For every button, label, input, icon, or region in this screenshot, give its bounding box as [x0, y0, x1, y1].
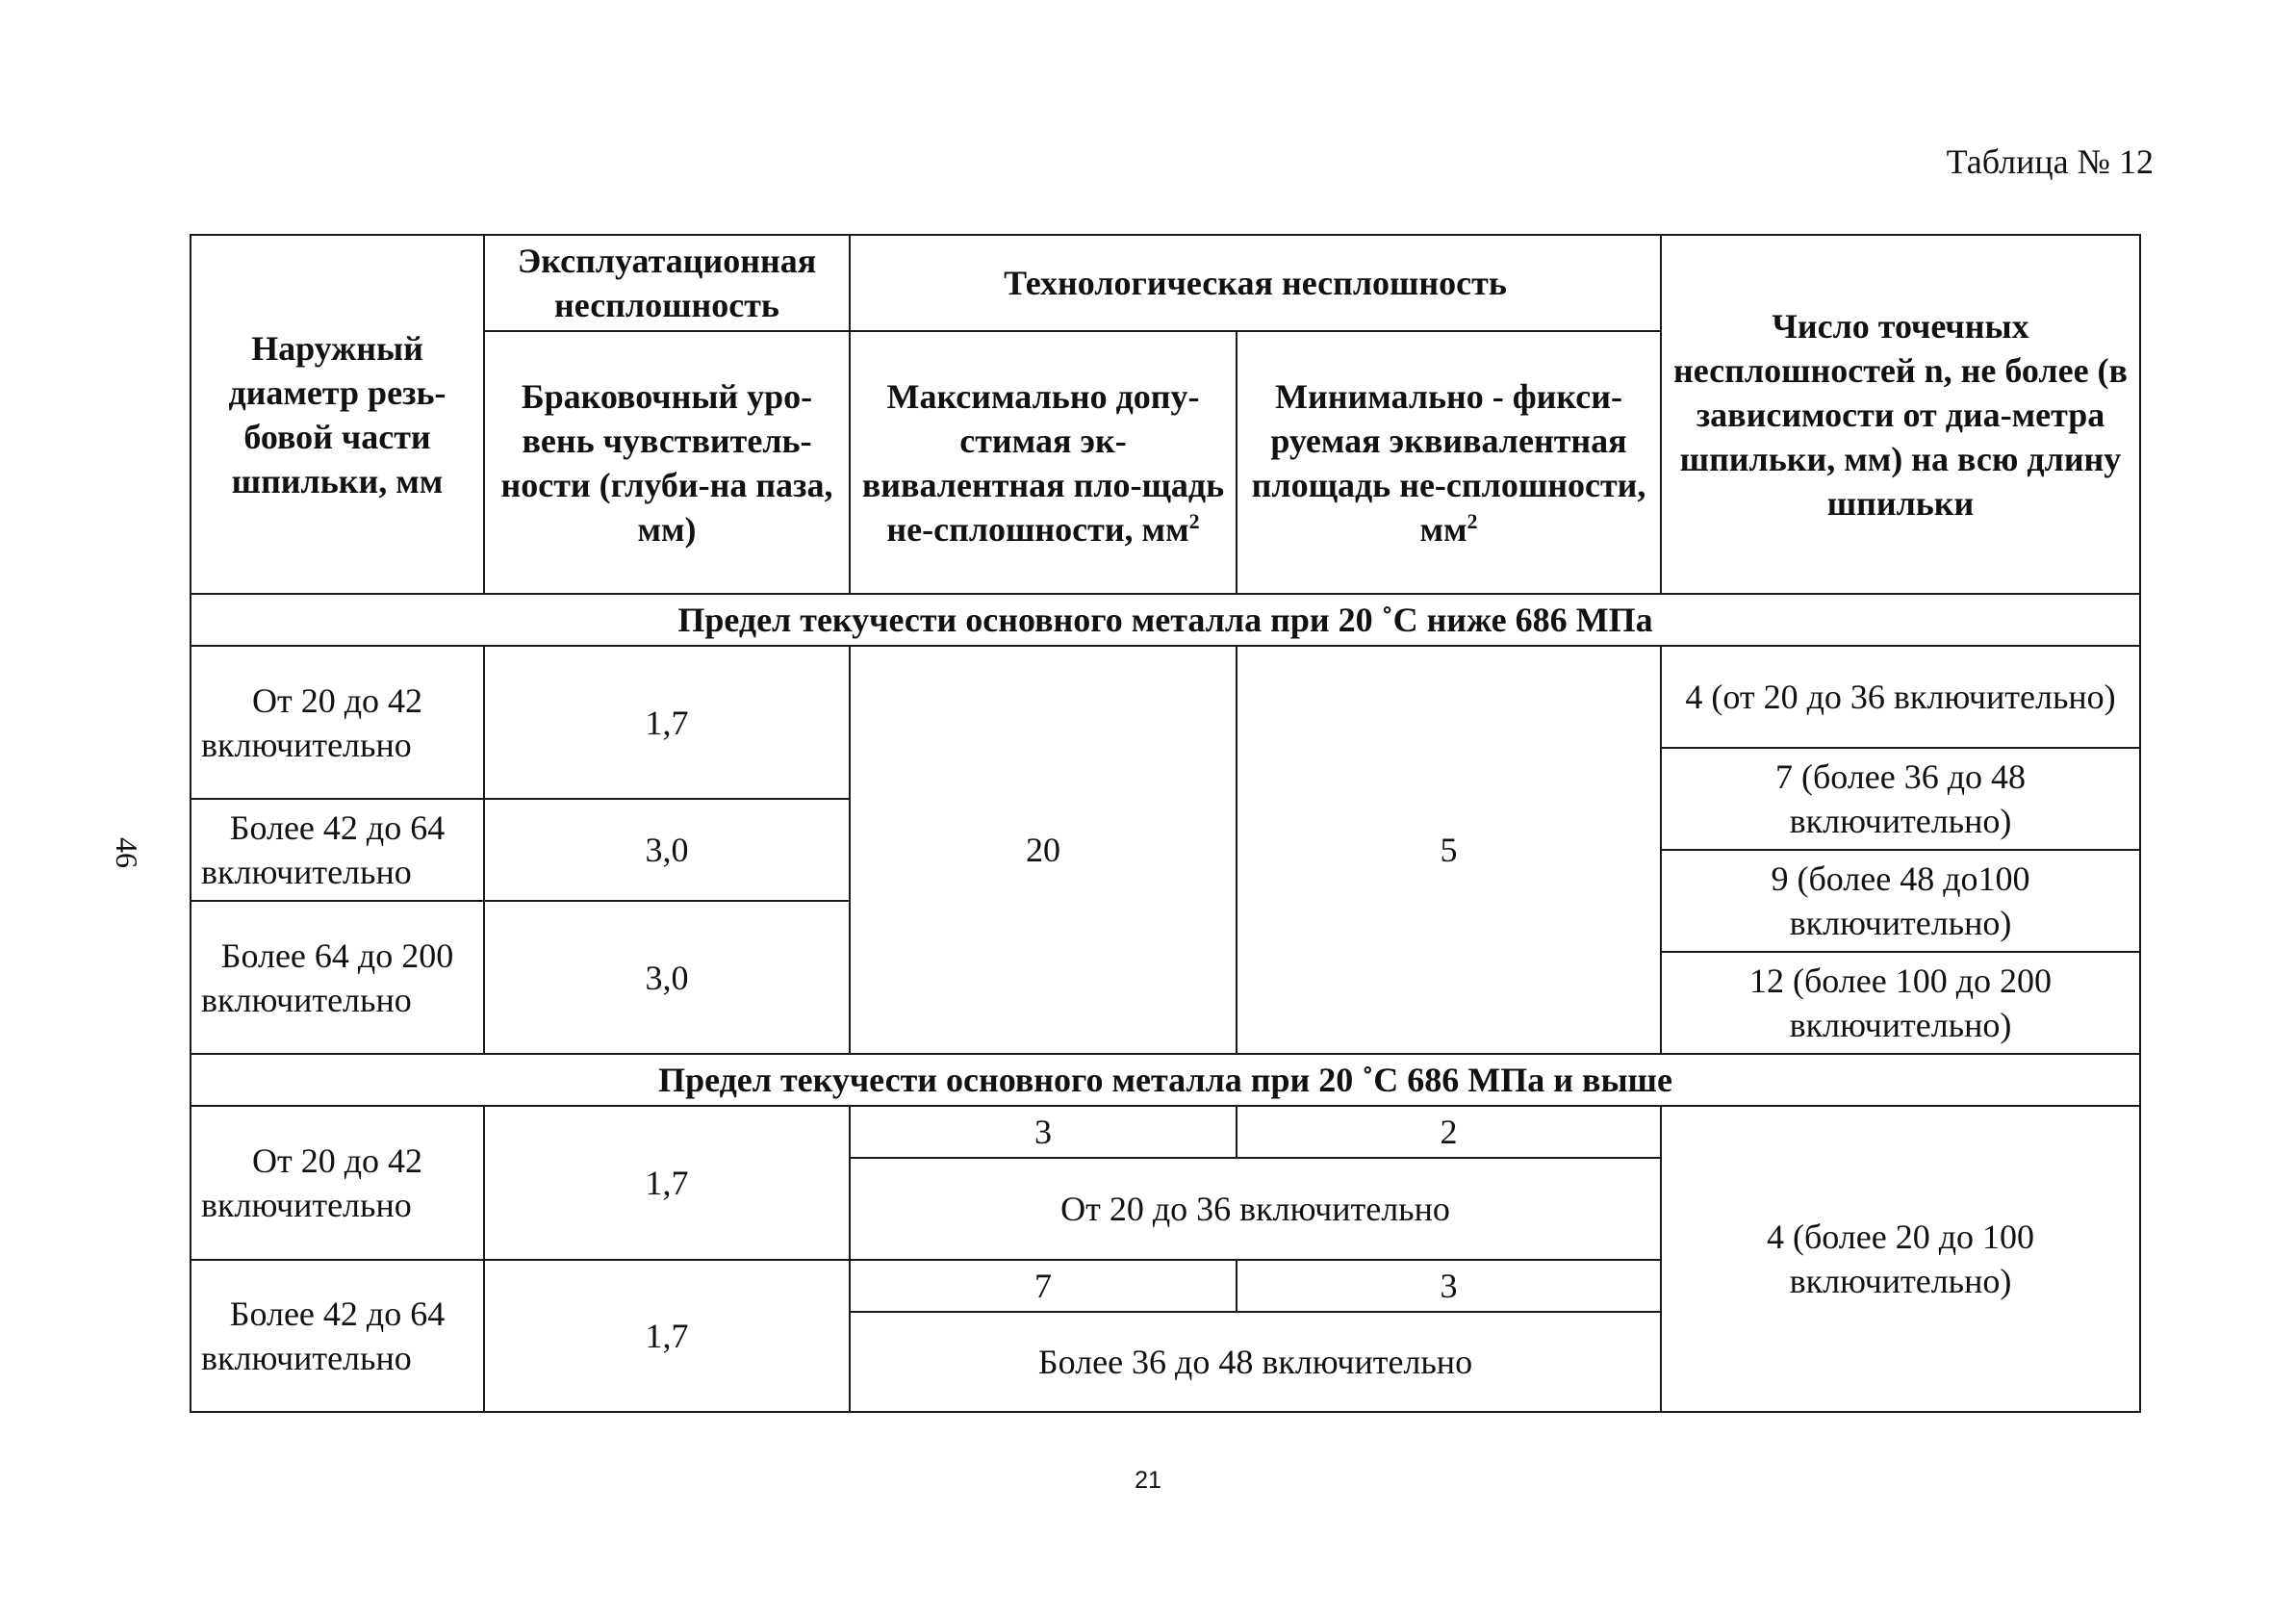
- max-area-cell: 20: [850, 646, 1237, 1054]
- table-caption: Таблица № 12: [1946, 142, 2154, 181]
- max-area-cell: 3: [850, 1106, 1237, 1158]
- level-cell: 3,0: [484, 901, 850, 1054]
- side-page-number: 46: [110, 837, 144, 868]
- count-cell: 4 (от 20 до 36 включительно): [1661, 646, 2140, 748]
- level-cell: 1,7: [484, 1106, 850, 1260]
- count-cell: 9 (более 48 до100 включительно): [1661, 850, 2140, 952]
- diameter-cell: От 20 до 42 включительно: [191, 646, 484, 799]
- page-number: 21: [1135, 1467, 1161, 1494]
- header-max-area-text: Максимально допу-стимая эк-вивалентная пло-щадь не-сплошности, мм: [861, 376, 1225, 549]
- data-table: [190, 234, 2141, 1413]
- count-cell: 12 (более 100 до 200 включительно): [1661, 952, 2140, 1054]
- header-technological-discontinuity: Технологическая несплошность: [850, 235, 1661, 331]
- diameter-cell: От 20 до 42 включительно: [191, 1106, 484, 1260]
- diameter-cell: Более 42 до 64 включительно: [191, 1260, 484, 1412]
- section-title: Предел текучести основного металла при 20 ˚С ниже 686 МПа: [191, 594, 2140, 646]
- header-max-area: [850, 331, 1237, 594]
- range-cell: Более 36 до 48 включительно: [850, 1312, 1661, 1412]
- header-point-count: Число точечных несплошностей n, не более (в зависимости от диа-метра шпильки, мм) на всю длину шпильки: [1661, 235, 2140, 594]
- header-min-area-text: Минимально - фикси-руемая эквивалентная площадь не-сплошности, мм: [1251, 376, 1646, 549]
- min-area-cell: 3: [1237, 1260, 1661, 1312]
- section-title: Предел текучести основного металла при 20 ˚С 686 МПа и выше: [191, 1054, 2140, 1106]
- diameter-cell: Более 64 до 200 включительно: [191, 901, 484, 1054]
- header-min-area-sup: 2: [1467, 508, 1478, 533]
- min-area-cell: 2: [1237, 1106, 1661, 1158]
- level-cell: 3,0: [484, 799, 850, 901]
- header-max-area-sup: 2: [1188, 508, 1200, 533]
- max-area-cell: 7: [850, 1260, 1237, 1312]
- level-cell: 1,7: [484, 1260, 850, 1412]
- header-operational-discontinuity: Эксплуатационная несплошность: [484, 235, 850, 331]
- count-cell: 4 (более 20 до 100 включительно): [1661, 1106, 2140, 1412]
- diameter-cell: Более 42 до 64 включительно: [191, 799, 484, 901]
- range-cell: От 20 до 36 включительно: [850, 1158, 1661, 1260]
- min-area-cell: 5: [1237, 646, 1661, 1054]
- header-outer-diameter: Наружный диаметр резь-бовой части шпильки, мм: [191, 235, 484, 594]
- count-cell: 7 (более 36 до 48 включительно): [1661, 748, 2140, 850]
- header-min-area: [1237, 331, 1661, 594]
- header-rejection-level: Браковочный уро-вень чувствитель-ности (глуби-на паза, мм): [484, 331, 850, 594]
- level-cell: 1,7: [484, 646, 850, 799]
